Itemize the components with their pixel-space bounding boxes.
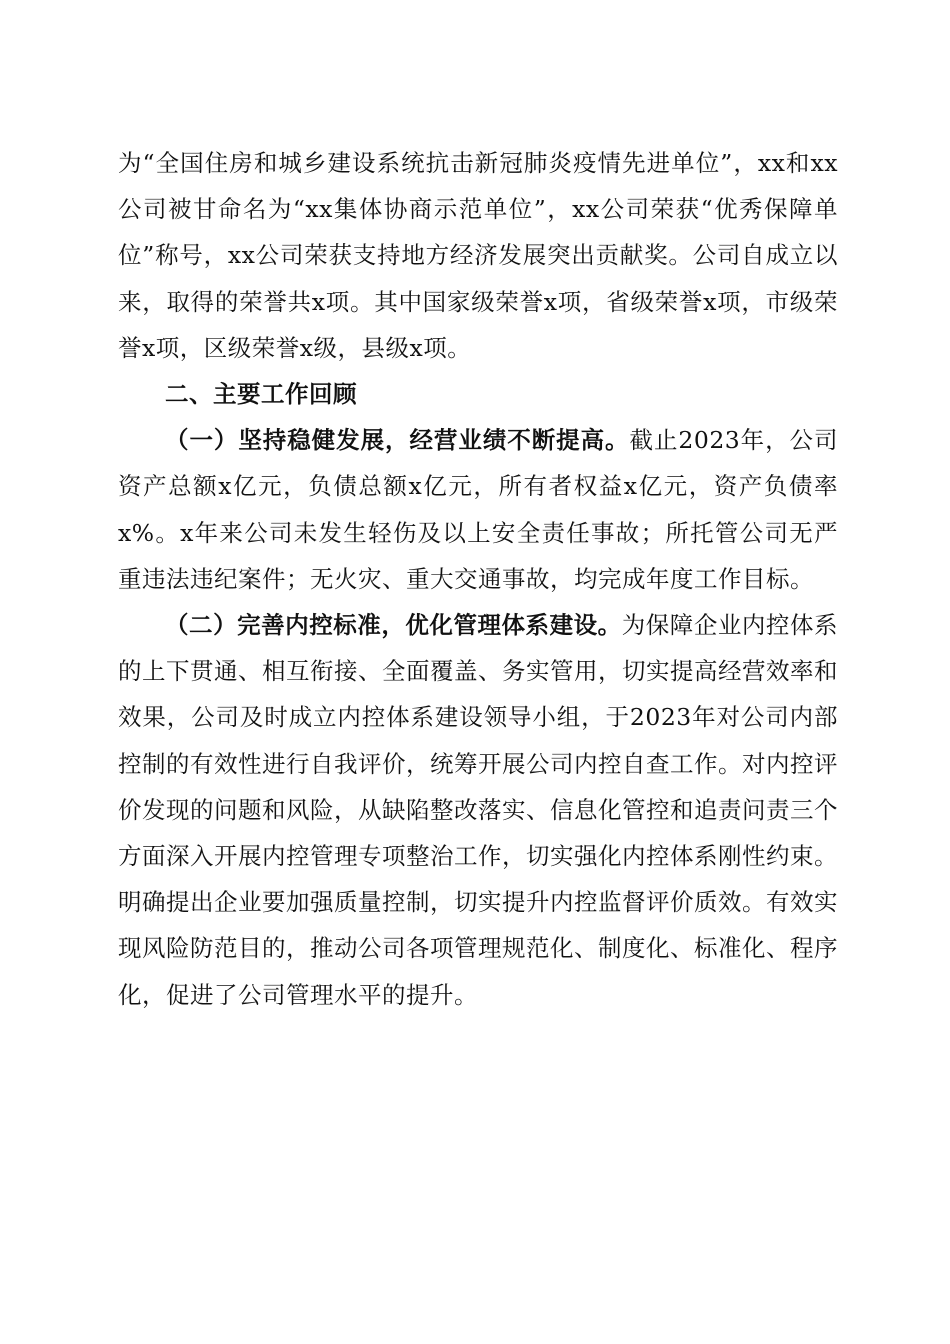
section-heading: 二、主要工作回顾 — [165, 380, 357, 409]
item-1-body: 截止2023年，公司资产总额x亿元，负债总额x亿元，所有者权益x亿元，资产负债率x%。x年来公司未发生轻伤及以上安全责任事故；所托管公司无严重违法违纪案件；无火灾、重大交通事故，均完成年度工作目标。 — [118, 426, 839, 593]
item-2-lead: （二）完善内控标准，优化管理体系建设。 — [165, 611, 622, 640]
paragraph-item-2 — [118, 602, 838, 1018]
document-page — [118, 140, 838, 1018]
item-2-body: 为保障企业内控体系的上下贯通、相互衔接、全面覆盖、务实管用，切实提高经营效率和效果，公司及时成立内控体系建设领导小组，于2023年对公司内部控制的有效性进行自我评价，统筹开展公司内控自查工作。对内控评价发现的问题和风险，从缺陷整改落实、信息化管控和追责问责三个方面深入开展内控管理专项整治工作，切实强化内控体系刚性约束。明确提出企业要加强质量控制，切实提升内控监督评价质效。有效实现风险防范目的，推动公司各项管理规范化、制度化、标准化、程序化，促进了公司管理水平的提升。 — [118, 611, 838, 1009]
paragraph-item-1 — [118, 417, 838, 602]
paragraph-honors: 为“全国住房和城乡建设系统抗击新冠肺炎疫情先进单位”，xx和xx公司被甘命名为“xx集体协商示范单位”，xx公司荣获“优秀保障单位”称号，xx公司荣获支持地方经济发展突出贡献奖。公司自成立以来，取得的荣誉共x项。其中国家级荣誉x项，省级荣誉x项，市级荣誉x项，区级荣誉x级，县级x项。 — [118, 149, 838, 362]
item-1-lead: （一）坚持稳健发展，经营业绩不断提高。 — [165, 426, 630, 455]
